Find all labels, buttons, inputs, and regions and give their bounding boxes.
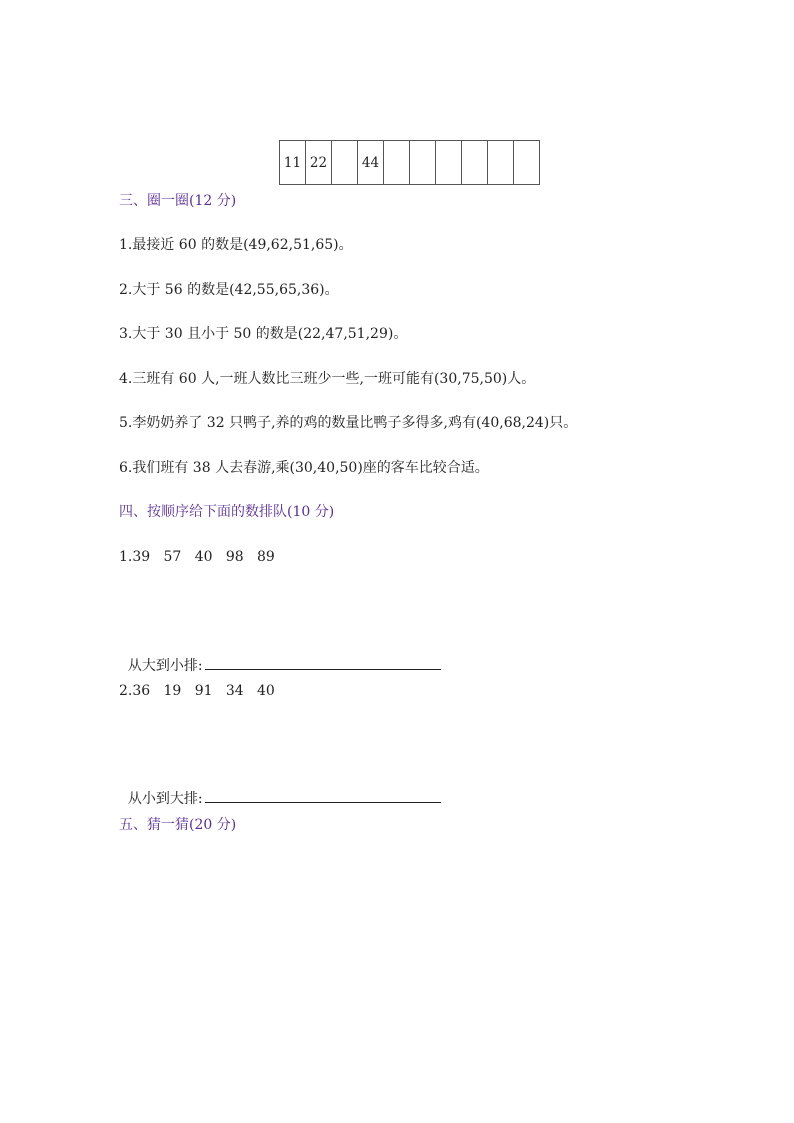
grid-cell [462, 141, 488, 185]
grid-cell [436, 141, 462, 185]
answer-row-1 [119, 639, 441, 674]
grid-cell: 11 [280, 141, 306, 185]
question-3-4: 4.三班有 60 人,一班人数比三班少一些,一班可能有(30,75,50)人。 [119, 371, 536, 387]
question-4-2-numbers: 2.36 19 91 34 40 [119, 683, 275, 699]
question-4-1-numbers: 1.39 57 40 98 89 [119, 549, 275, 565]
grid-cell [332, 141, 358, 185]
section-3-title: 三、圈一圈(12 分) [119, 193, 237, 209]
section-5-title: 五、猜一猜(20 分) [119, 817, 237, 833]
grid-cell [384, 141, 410, 185]
grid-cell [514, 141, 540, 185]
grid-cell: 22 [306, 141, 332, 185]
question-3-6: 6.我们班有 38 人去春游,乘(30,40,50)座的客车比较合适。 [119, 460, 489, 476]
grid-cell: 44 [358, 141, 384, 185]
number-grid [279, 140, 540, 185]
grid-cell [488, 141, 514, 185]
question-3-3: 3.大于 30 且小于 50 的数是(22,47,51,29)。 [119, 326, 408, 342]
answer-row-2 [119, 772, 441, 807]
answer-blank-1[interactable] [205, 655, 441, 670]
number-grid-row [280, 141, 540, 185]
section-4-title: 四、按顺序给下面的数排队(10 分) [119, 504, 335, 520]
question-3-1: 1.最接近 60 的数是(49,62,51,65)。 [119, 237, 353, 253]
grid-cell [410, 141, 436, 185]
question-3-2: 2.大于 56 的数是(42,55,65,36)。 [119, 282, 339, 298]
answer-label-2: 从小到大排: [127, 791, 203, 807]
question-3-5: 5.李奶奶养了 32 只鸭子,养的鸡的数量比鸭子多得多,鸡有(40,68,24)只。 [119, 415, 578, 431]
answer-label-1: 从大到小排: [127, 658, 203, 674]
answer-blank-2[interactable] [205, 788, 441, 803]
